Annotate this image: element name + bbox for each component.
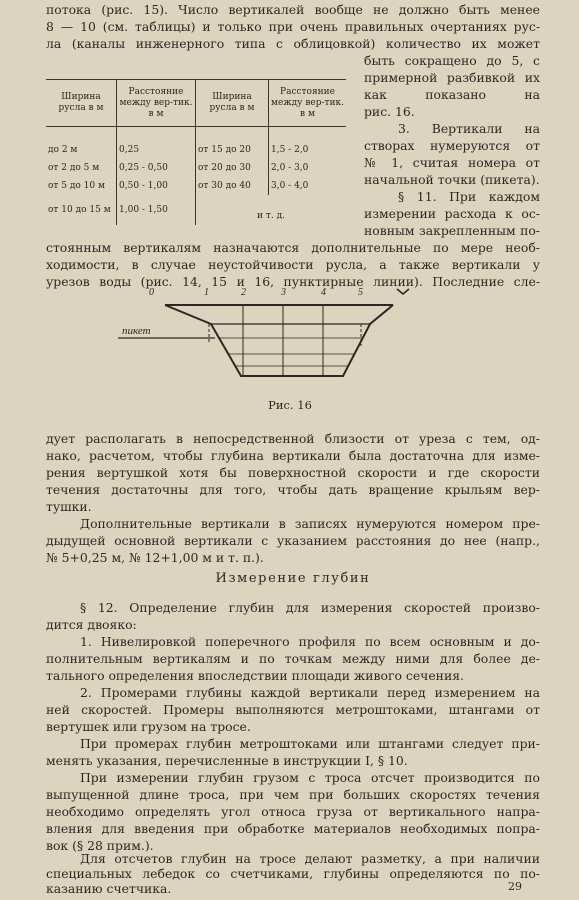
- vertical-label: 2: [241, 287, 246, 298]
- table-row: [46, 127, 346, 160]
- text-line: дыдущей основной вертикали с указанием расстояния до нее (напр.,: [46, 533, 540, 548]
- text-line: § 11. При каждом: [398, 189, 540, 204]
- text-line: начальной точки (пикета).: [364, 172, 540, 187]
- table-cell: до 2 м: [48, 144, 78, 155]
- table-header-cell: Расстояние между вер-тик. в м: [117, 80, 196, 127]
- vertical-label: 4: [321, 287, 326, 298]
- channel-bed-profile: [165, 305, 393, 376]
- table-row: [46, 177, 346, 195]
- text-line: как показано на: [364, 87, 540, 102]
- table-cell: от 10 до 15 м: [48, 204, 111, 215]
- text-line: вок (§ 28 прим.).: [46, 838, 154, 853]
- table-cell: 0,25: [117, 127, 196, 160]
- text-line: урезов воды (рис. 14, 15 и 16, пунктирные линии). Последние сле-: [46, 274, 540, 289]
- table-header-cell: Расстояние между вер-тик. в м: [269, 80, 347, 127]
- text-line: ходимости, в случае неустойчивости русла, а также вертикали у: [46, 257, 540, 272]
- table-cell: от 20 до 30: [196, 159, 269, 177]
- table-header-cell: Ширина русла в м: [196, 80, 269, 127]
- text-line: дится двояко:: [46, 617, 137, 632]
- table-cell: 1,5 - 2,0: [269, 127, 347, 160]
- vertical-label: 3: [281, 287, 286, 298]
- table-cell: 2,0 - 3,0: [269, 159, 347, 177]
- channel-cross-section-figure: [115, 284, 425, 380]
- table-header-cell: Ширина русла в м: [46, 80, 117, 127]
- table-cell: 3,0 - 4,0: [269, 177, 347, 195]
- text-line: полнительным вертикалям и по точкам между ними для более де-: [46, 651, 540, 666]
- text-line: выпущенной длине троса, при чем при больших скоростях течения: [46, 787, 540, 802]
- text-line: § 12. Определение глубин для измерения скоростей произво-: [80, 600, 540, 615]
- text-line: рения вертушкой хотя бы поверхностной скорости и где скорости: [46, 465, 540, 480]
- table-cell: 1,00 - 1,50: [117, 195, 196, 225]
- text-line: вления для введения при обработке материалов необходимых попра-: [46, 821, 540, 836]
- table-etc: и т. д.: [196, 195, 347, 225]
- text-line: быть сокращено до 5, с: [364, 53, 540, 68]
- text-line: дует располагать в непосредственной близости от уреза с тем, од-: [46, 431, 540, 446]
- table-cell: от 30 до 40: [196, 177, 269, 195]
- piket-label: пикет: [122, 325, 151, 337]
- text-line: специальных лебедок со счетчиками, глубины определяются по по-: [46, 866, 540, 881]
- text-line: менять указания, перечисленные в инструкции I, § 10.: [46, 753, 408, 768]
- text-line: ла (каналы инженерного типа с облицовкой) количество их может: [46, 36, 540, 51]
- table-cell: от 5 до 10 м: [48, 180, 105, 191]
- text-line: тушки.: [46, 499, 92, 514]
- figure-caption: Рис. 16: [268, 398, 312, 412]
- text-line: тального определения впоследствии площади живого сечения.: [46, 668, 464, 683]
- text-line: казанию счетчика.: [46, 881, 172, 896]
- table-row: [46, 159, 346, 177]
- text-line: Дополнительные вертикали в записях нумеруются номером пре-: [80, 516, 540, 531]
- text-line: необходимо определять угол относа груза от вертикального напра-: [46, 804, 540, 819]
- table-cell: от 15 до 20: [196, 127, 269, 160]
- text-line: течения достаточны для того, чтобы дать вращение крыльям вер-: [46, 482, 540, 497]
- text-line: При измерении глубин грузом с троса отсчет производится по: [80, 770, 540, 785]
- table-header-row: [46, 80, 346, 127]
- text-line: ней скоростей. Промеры выполняются метроштоками, штангами от: [46, 702, 540, 717]
- table-cell: от 2 до 5 м: [48, 162, 100, 173]
- flow-arrow-icon: [397, 289, 409, 294]
- text-line: стоянным вертикалям назначаются дополнительные по мере необ-: [46, 240, 540, 255]
- text-line: № 5+0,25 м, № 12+1,00 м и т. п.).: [46, 550, 264, 565]
- vertical-label: 1: [204, 287, 209, 298]
- table-cell: 0,50 - 1,00: [117, 177, 196, 195]
- text-line: створах нумеруются от: [364, 138, 540, 153]
- vertical-label: 0: [149, 287, 154, 298]
- text-line: рис. 16.: [364, 104, 415, 119]
- section-heading: Измерение глубин: [215, 571, 371, 586]
- text-line: измерении расхода к ос-: [364, 206, 540, 221]
- text-line: 8 — 10 (см. таблицы) и только при очень правильных очертаниях рус-: [46, 19, 540, 34]
- vertical-label: 5: [358, 287, 363, 298]
- table-row: [46, 195, 346, 225]
- text-line: 1. Нивелировкой поперечного профиля по всем основным и до-: [80, 634, 540, 649]
- table-cell: 0,25 - 0,50: [117, 159, 196, 177]
- text-line: примерной разбивкой их: [364, 70, 540, 85]
- text-line: При промерах глубин метроштоками или штангами следует при-: [80, 736, 540, 751]
- text-line: нако, расчетом, чтобы глубина вертикали была достаточна для изме-: [46, 448, 540, 463]
- text-line: Для отсчетов глубин на тросе делают разметку, а при наличии: [80, 851, 540, 866]
- text-line: потока (рис. 15). Число вертикалей вообще не должно быть менее: [46, 2, 540, 17]
- text-line: вертушек или грузом на тросе.: [46, 719, 251, 734]
- vertical-spacing-table: [46, 79, 346, 225]
- text-line: 3. Вертикали на: [398, 121, 540, 136]
- text-line: 2. Промерами глубины каждой вертикали перед измерением на: [80, 685, 540, 700]
- page-number: 29: [508, 880, 522, 893]
- text-line: № 1, считая номера от: [364, 155, 540, 170]
- text-line: новным закрепленным по-: [364, 223, 540, 238]
